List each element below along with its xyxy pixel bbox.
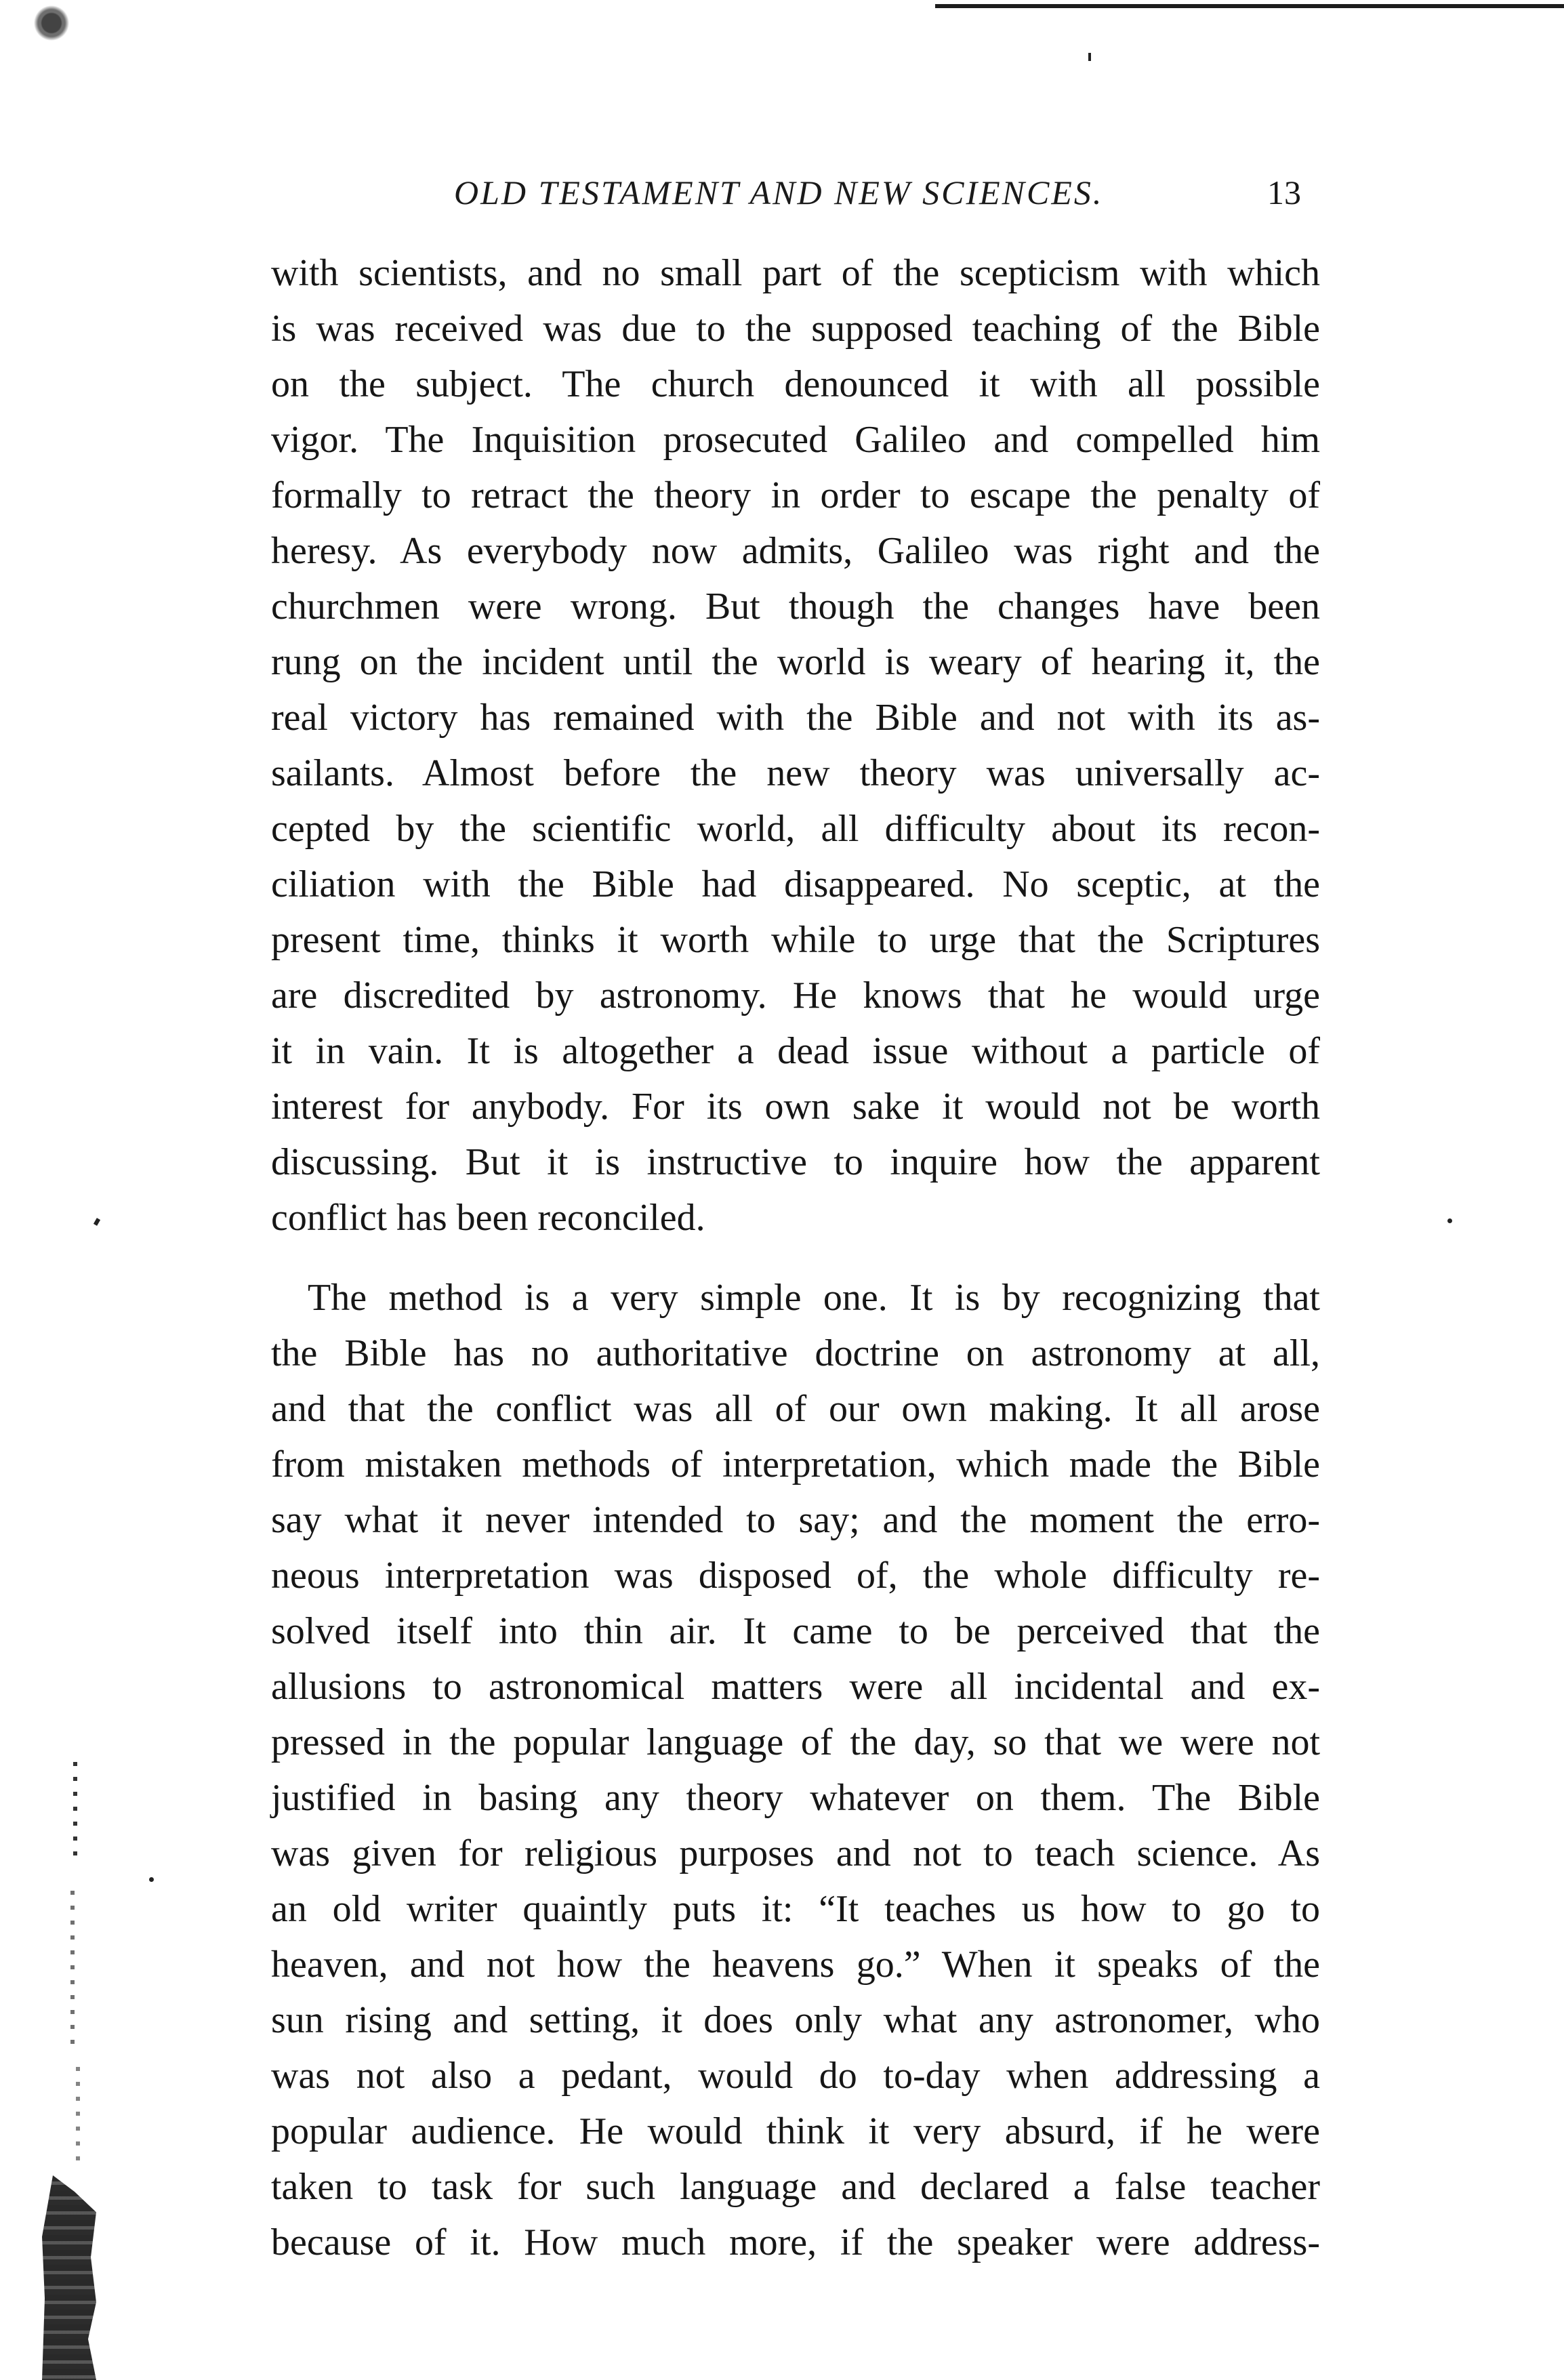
body-text: [271, 245, 1320, 2270]
text-line: it in vain. It is altogether a dead issue without a particle of: [271, 1030, 1320, 1072]
scan-edge-dust: [73, 1762, 77, 1857]
text-line: was given for religious purposes and not to teach science. As: [271, 1832, 1320, 1874]
scan-edge-dust: [76, 2067, 80, 2162]
text-line: and that the conflict was all of our own making. It all arose: [271, 1388, 1320, 1430]
text-line: neous interpretation was disposed of, the whole difficulty re-: [271, 1555, 1320, 1597]
text-line: say what it never intended to say; and the moment the erro-: [271, 1499, 1320, 1541]
text-line: is was received was due to the supposed teaching of the Bible: [271, 308, 1320, 350]
page-number: 13: [1267, 173, 1301, 211]
text-line: ciliation with the Bible had disappeared. No sceptic, at the: [271, 863, 1320, 905]
text-line: sun rising and setting, it does only what any astronomer, who: [271, 1999, 1320, 2041]
paragraph-1: [271, 245, 1320, 1246]
scan-speck: [1447, 1218, 1452, 1223]
text-line: allusions to astronomical matters were all incidental and ex-: [271, 1666, 1320, 1708]
text-line: rung on the incident until the world is weary of hearing it, the: [271, 641, 1320, 683]
text-line: because of it. How much more, if the speaker were address-: [271, 2221, 1320, 2263]
scan-edge-dust: [70, 1891, 75, 2047]
running-title: OLD TESTAMENT AND NEW SCIENCES.: [454, 173, 1104, 211]
paragraph-2: [271, 1270, 1320, 2270]
text-line: real victory has remained with the Bible and not with its as-: [271, 697, 1320, 739]
text-line: churchmen were wrong. But though the changes have been: [271, 586, 1320, 628]
scan-speck: [94, 1218, 100, 1226]
scan-speck: [1088, 53, 1091, 61]
scan-corner-mark: [27, 4, 81, 52]
text-line: popular audience. He would think it very absurd, if he were: [271, 2110, 1320, 2152]
text-line: from mistaken methods of interpretation, which made the Bible: [271, 1443, 1320, 1485]
text-line: are discredited by astronomy. He knows that he would urge: [271, 974, 1320, 1017]
text-line: taken to task for such language and declared a false teacher: [271, 2166, 1320, 2208]
text-line: justified in basing any theory whatever on them. The Bible: [271, 1777, 1320, 1819]
text-line: with scientists, and no small part of the scepticism with which: [271, 252, 1320, 294]
binding-smear: [42, 2175, 96, 2380]
text-line: interest for anybody. For its own sake it would not be worth: [271, 1086, 1320, 1128]
text-line: formally to retract the theory in order to escape the penalty of: [271, 474, 1320, 516]
scan-edge-line: [935, 4, 1564, 8]
text-line: discussing. But it is instructive to inquire how the apparent: [271, 1141, 1320, 1183]
text-line: pressed in the popular language of the day, so that we were not: [271, 1721, 1320, 1763]
text-line: present time, thinks it worth while to urge that the Scriptures: [271, 919, 1320, 961]
text-line: on the subject. The church denounced it with all possible: [271, 363, 1320, 405]
scan-speck: [149, 1877, 154, 1882]
text-line: The method is a very simple one. It is by recognizing that: [308, 1277, 1320, 1319]
text-line: conflict has been reconciled.: [271, 1197, 705, 1239]
text-line: the Bible has no authoritative doctrine on astronomy at all,: [271, 1332, 1320, 1374]
text-line: was not also a pedant, would do to-day when addressing a: [271, 2055, 1320, 2097]
text-line: heaven, and not how the heavens go.” When it speaks of the: [271, 1944, 1320, 1986]
text-line: an old writer quaintly puts it: “It teaches us how to go to: [271, 1888, 1320, 1930]
text-line: solved itself into thin air. It came to be perceived that the: [271, 1610, 1320, 1652]
text-line: sailants. Almost before the new theory was universally ac-: [271, 752, 1320, 794]
text-line: vigor. The Inquisition prosecuted Galileo and compelled him: [271, 419, 1320, 461]
text-line: heresy. As everybody now admits, Galileo was right and the: [271, 530, 1320, 572]
text-line: cepted by the scientific world, all difficulty about its recon-: [271, 808, 1320, 850]
